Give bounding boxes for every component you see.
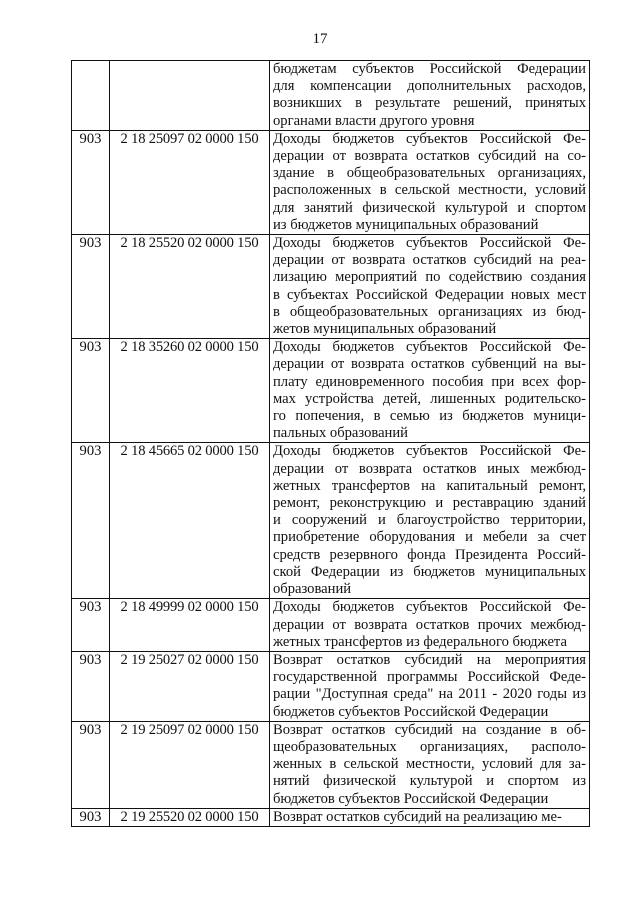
revenue-description-cell (270, 599, 590, 652)
budget-classification-code-cell (110, 61, 270, 131)
description-line: рации "Доступная среда" на 2011 - 2020 годы из (273, 686, 586, 703)
budget-classification-code-cell: 2 18 25520 02 0000 150 (110, 235, 270, 339)
description-line: мах устройства детей, лишенных родительско- (273, 390, 586, 407)
description-line: средств резервного фонда Президента Россий- (273, 546, 586, 563)
page-number: 17 (312, 31, 328, 47)
description-line: и сооружений и благоустройство территории, (273, 512, 586, 529)
revenue-codes-table (71, 60, 590, 827)
description-line: Доходы бюджетов субъектов Российской Фе- (273, 235, 586, 252)
description-line: расположенных в сельской местности, условий (273, 182, 586, 199)
description-line: го попечения, в семью из бюджетов муници- (273, 408, 586, 425)
admin-code-cell: 903 (72, 130, 110, 234)
admin-code-cell: 903 (72, 443, 110, 599)
description-line: для занятий физической культурой и спортом (273, 199, 586, 216)
revenue-description-cell (270, 61, 590, 131)
table-row (72, 599, 590, 652)
description-line: бюджетов субъектов Российской Федерации (273, 703, 549, 720)
description-line: плату единовременного пособия при всех фор- (273, 373, 586, 390)
admin-code-cell (72, 61, 110, 131)
description-line: ремонт, реконструкцию и реставрацию зданий (273, 495, 586, 512)
budget-classification-code-cell: 2 18 45665 02 0000 150 (110, 443, 270, 599)
description-line: для компенсации дополнительных расходов, (273, 78, 586, 95)
description-line: Доходы бюджетов субъектов Российской Фе- (273, 339, 586, 356)
table-row (72, 721, 590, 808)
admin-code-cell: 903 (72, 235, 110, 339)
description-line: жетных трансфертов на капитальный ремонт, (273, 477, 586, 494)
description-line: жетов муниципальных образований (273, 321, 497, 338)
admin-code-cell: 903 (72, 599, 110, 652)
description-line: Возврат остатков субсидий на создание в об- (273, 721, 586, 738)
revenue-description-cell (270, 443, 590, 599)
revenue-description-cell (270, 235, 590, 339)
table-row (72, 339, 590, 443)
revenue-description-cell (270, 651, 590, 721)
description-line: Доходы бюджетов субъектов Российской Фе- (273, 130, 586, 147)
table-row (72, 443, 590, 599)
description-line: приобретение оборудования и мебели за счет (273, 529, 586, 546)
revenue-description-cell (270, 721, 590, 808)
description-line: органами власти другого уровня (273, 112, 475, 129)
table-row (72, 651, 590, 721)
description-line: дерации от возврата остатков субвенций на вы- (273, 356, 586, 373)
description-line: в субъектах Российской Федерации новых мест (273, 286, 586, 303)
table-row (72, 235, 590, 339)
description-line: дерации от возврата остатков субсидий на реа- (273, 252, 586, 269)
revenue-description-cell (270, 808, 590, 826)
description-line: дерации от возврата остатков иных межбюд- (273, 460, 586, 477)
description-line: Возврат остатков субсидий на мероприятия (273, 651, 586, 668)
description-line: Доходы бюджетов субъектов Российской Фе- (273, 443, 586, 460)
description-line: образований (273, 581, 352, 598)
budget-classification-code-cell: 2 18 25097 02 0000 150 (110, 130, 270, 234)
admin-code-cell: 903 (72, 721, 110, 808)
budget-classification-code-cell: 2 19 25027 02 0000 150 (110, 651, 270, 721)
description-line: здание в общеобразовательных организациях, (273, 165, 586, 182)
budget-classification-code-cell: 2 19 25097 02 0000 150 (110, 721, 270, 808)
description-line: щеобразовательных организациях, располо- (273, 738, 586, 755)
description-line: из бюджетов муниципальных образований (273, 216, 539, 233)
description-line: Доходы бюджетов субъектов Российской Фе- (273, 599, 586, 616)
table-row (72, 61, 590, 131)
table-body (72, 61, 590, 827)
description-line: бюджетов субъектов Российской Федерации (273, 790, 549, 807)
budget-classification-code-cell: 2 19 25520 02 0000 150 (110, 808, 270, 826)
revenue-description-cell (270, 339, 590, 443)
table-row (72, 808, 590, 826)
description-line: дерации от возврата остатков прочих межбюд- (273, 616, 586, 633)
description-line: лизацию мероприятий по содействию создания (273, 269, 586, 286)
budget-classification-code-cell: 2 18 35260 02 0000 150 (110, 339, 270, 443)
description-line: женных в сельской местности, условий для за- (273, 756, 586, 773)
revenue-description-cell (270, 130, 590, 234)
budget-classification-code-cell: 2 18 49999 02 0000 150 (110, 599, 270, 652)
admin-code-cell: 903 (72, 339, 110, 443)
table-row (72, 130, 590, 234)
description-line: Возврат остатков субсидий на реализацию ме- (273, 808, 562, 825)
description-line: в общеобразовательных организациях из бюд- (273, 303, 586, 320)
description-line: возникших в результате решений, принятых (273, 95, 586, 112)
description-line: пальных образований (273, 425, 408, 442)
description-line: дерации от возврата остатков субсидий на со- (273, 148, 586, 165)
description-line: бюджетам субъектов Российской Федерации (273, 61, 586, 77)
admin-code-cell: 903 (72, 808, 110, 826)
admin-code-cell: 903 (72, 651, 110, 721)
description-line: ской Федерации из бюджетов муниципальных (273, 563, 586, 580)
description-line: государственной программы Российской Феде- (273, 669, 586, 686)
description-line: нятий физической культурой и спортом из (273, 773, 586, 790)
description-line: жетных трансфертов из федерального бюджета (273, 633, 567, 650)
